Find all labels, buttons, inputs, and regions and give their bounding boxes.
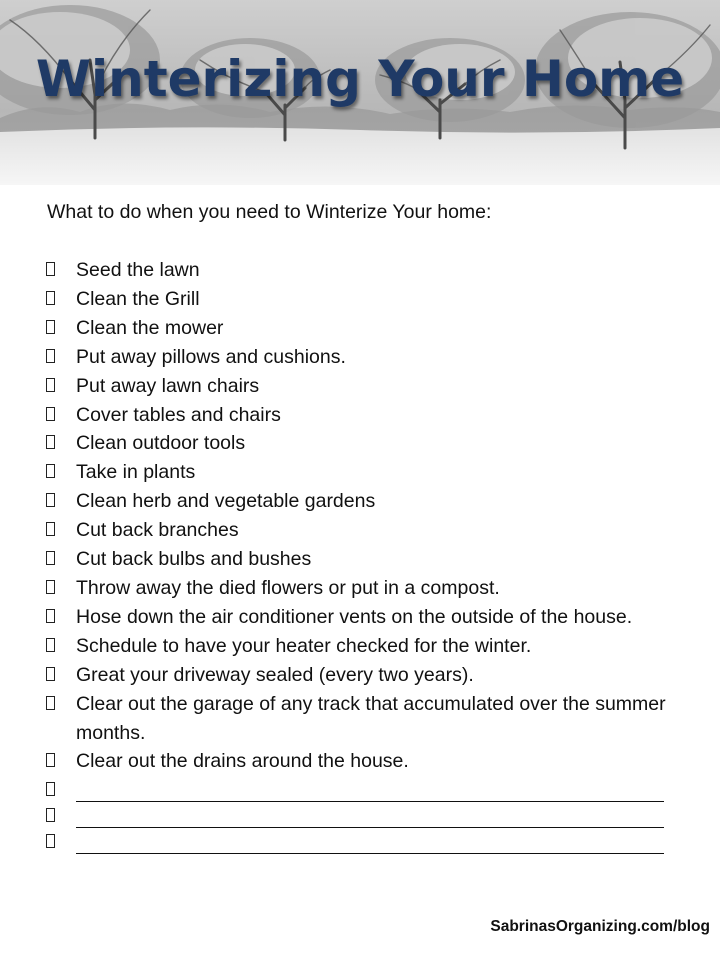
- checklist-item-label: Great your driveway sealed (every two years).: [76, 663, 474, 686]
- checkbox[interactable]: [46, 464, 55, 478]
- checklist-item-label: Clean herb and vegetable gardens: [76, 490, 376, 513]
- checkbox[interactable]: [46, 378, 55, 392]
- checklist-item: [46, 458, 686, 487]
- blank-checklist-item: [46, 776, 686, 802]
- write-in-line[interactable]: [76, 802, 664, 828]
- checklist-item-label: Put away lawn chairs: [76, 374, 260, 397]
- checkbox[interactable]: [46, 580, 55, 594]
- checklist-item-label: Take in plants: [76, 461, 196, 484]
- checklist-item: [46, 314, 686, 343]
- checkbox[interactable]: [46, 407, 55, 421]
- checklist-item: [46, 429, 686, 458]
- checkbox[interactable]: [46, 349, 55, 363]
- checklist-item: [46, 632, 686, 661]
- page-title: Winterizing Your Home: [35, 50, 685, 108]
- checkbox[interactable]: [46, 667, 55, 681]
- checklist-item: [46, 574, 686, 603]
- checkbox[interactable]: [46, 834, 55, 848]
- checklist-item: [46, 256, 686, 285]
- checklist-item: [46, 747, 686, 776]
- checkbox[interactable]: [46, 609, 55, 623]
- checklist-item: [46, 603, 686, 632]
- checklist-item-label: Seed the lawn: [76, 259, 200, 281]
- checklist-item-label: Clean the mower: [76, 316, 224, 339]
- checklist-item: [46, 487, 686, 516]
- footer-blog-url: SabrinasOrganizing.com/blog: [490, 918, 710, 935]
- blank-checklist-item: [46, 802, 686, 828]
- checkbox[interactable]: [46, 696, 55, 710]
- checkbox[interactable]: [46, 262, 55, 276]
- checklist-item: [46, 690, 686, 748]
- checkbox[interactable]: [46, 808, 55, 822]
- checkbox[interactable]: [46, 551, 55, 565]
- checklist-item: [46, 661, 686, 690]
- checklist-item: [46, 343, 686, 372]
- checklist-item: [46, 545, 686, 574]
- checklist-item-label: Cover tables and chairs: [76, 403, 281, 426]
- checklist-item: [46, 285, 686, 314]
- checkbox[interactable]: [46, 320, 55, 334]
- checkbox[interactable]: [46, 638, 55, 652]
- checklist-item-label: Clear out the drains around the house.: [76, 750, 409, 773]
- checklist-item-label: Cut back branches: [76, 519, 239, 542]
- checkbox[interactable]: [46, 493, 55, 507]
- checkbox[interactable]: [46, 435, 55, 449]
- checklist-item-label: Put away pillows and cushions.: [76, 345, 346, 368]
- checklist-item-label: Clear out the garage of any track that accumulated over the summer months.: [76, 692, 666, 744]
- checklist-item-label: Schedule to have your heater checked for the winter.: [76, 634, 532, 657]
- write-in-line[interactable]: [76, 828, 664, 854]
- checkbox[interactable]: [46, 291, 55, 305]
- blank-checklist-item: [46, 828, 686, 854]
- checkbox[interactable]: [46, 753, 55, 767]
- intro-text: What to do when you need to Winterize Your home:: [47, 201, 492, 223]
- checklist-item: [46, 516, 686, 545]
- checklist-item: [46, 401, 686, 430]
- checkbox[interactable]: [46, 782, 55, 796]
- checklist-item-label: Cut back bulbs and bushes: [76, 548, 312, 571]
- write-in-line[interactable]: [76, 776, 664, 802]
- checklist-item: [46, 372, 686, 401]
- checklist-item-label: Clean the Grill: [76, 287, 200, 310]
- checklist-item-label: Throw away the died flowers or put in a compost.: [76, 576, 500, 599]
- checklist-item-label: Clean outdoor tools: [76, 432, 246, 455]
- winter-banner-image: [0, 0, 720, 185]
- checkbox[interactable]: [46, 522, 55, 536]
- checklist-item-label: Hose down the air conditioner vents on the outside of the house.: [76, 605, 633, 628]
- winterizing-checklist: [46, 256, 686, 854]
